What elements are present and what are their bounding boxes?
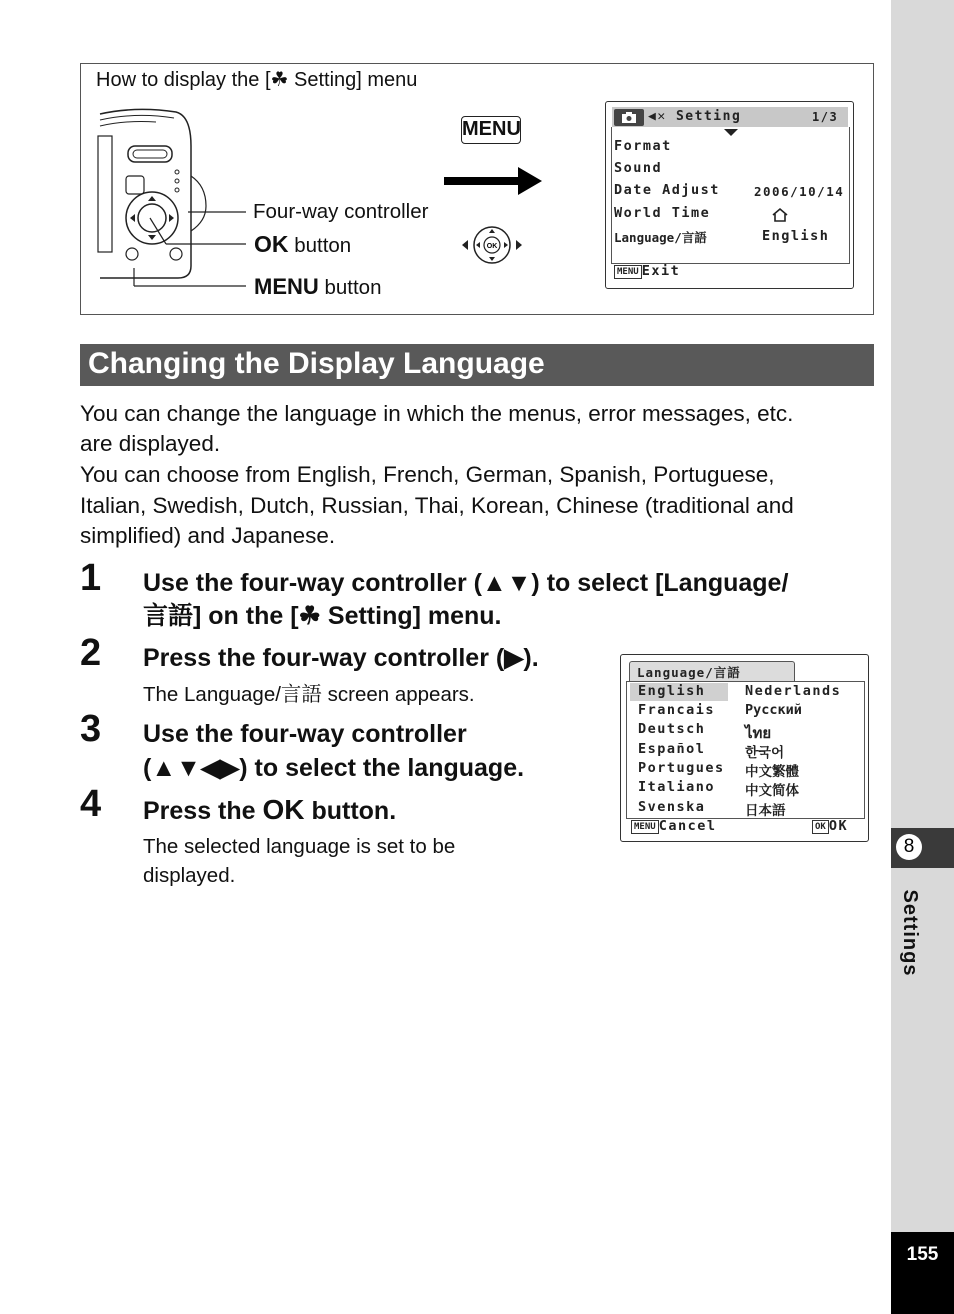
ok-label: OK <box>828 818 849 834</box>
language-value: English <box>762 228 830 244</box>
setting-item: Language/言語 <box>614 230 707 245</box>
section-title: Changing the Display Language <box>80 344 874 386</box>
intro-line: Italian, Swedish, Dutch, Russian, Thai, Korean, Chinese (traditional and <box>80 493 794 518</box>
setting-tab-text: Setting <box>675 109 742 124</box>
chapter-sidebar <box>891 0 954 1314</box>
step-number: 3 <box>80 708 102 750</box>
menu-key-icon: MENU <box>461 116 521 144</box>
step-number: 2 <box>80 632 102 674</box>
intro-line: You can choose from English, French, German, Spanish, Portuguese, <box>80 462 775 487</box>
four-way-controller-icon <box>462 224 524 266</box>
intro-line: You can change the language in which the menus, error messages, etc. <box>80 401 794 426</box>
chapter-name: Settings <box>899 889 921 977</box>
setting-item: Format <box>614 138 672 154</box>
fourway-label: Four-way controller <box>253 200 429 223</box>
intro-line: are displayed. <box>80 431 221 456</box>
language-option[interactable]: 한국어 <box>745 745 785 761</box>
ok-hint <box>812 818 848 834</box>
language-tab-label: Language/言語 <box>637 665 741 680</box>
page-number: 155 <box>891 1232 954 1314</box>
intro-line: simplified) and Japanese. <box>80 523 336 548</box>
right-arrow-icon <box>444 166 544 196</box>
setting-screen <box>605 101 854 289</box>
language-option[interactable]: Portugues <box>638 760 725 776</box>
step-number: 4 <box>80 783 102 825</box>
camera-tab <box>614 109 644 126</box>
ok-label <box>254 231 351 258</box>
language-option[interactable]: Francais <box>638 702 716 718</box>
ok-key-small: OK <box>812 820 829 834</box>
date-value: 2006/10/14 <box>754 184 845 199</box>
language-option[interactable]: 日本語 <box>745 803 786 819</box>
exit-hint <box>614 263 680 279</box>
ok-label-suffix: button <box>294 234 352 257</box>
step-text: Press the four-way controller (▶). <box>143 644 539 672</box>
step-note: The selected language is set to be <box>143 835 456 858</box>
setting-page: 1/3 <box>812 110 839 124</box>
wrench-icon: ◀✕ <box>648 109 676 124</box>
menu-key-small: MENU <box>614 265 642 279</box>
language-option[interactable]: Deutsch <box>638 721 706 737</box>
step-note: displayed. <box>143 864 236 887</box>
language-option[interactable]: Nederlands <box>745 683 842 699</box>
menu-key-text: MENU <box>254 274 319 299</box>
step-text: (▲▼◀▶) to select the language. <box>143 754 525 782</box>
language-option[interactable]: 中文简体 <box>745 783 799 799</box>
step-number: 1 <box>80 557 102 599</box>
language-screen <box>620 654 869 842</box>
setting-item: Date Adjust <box>614 182 720 198</box>
menu-label <box>254 274 381 300</box>
menu-key-small: MENU <box>631 820 659 834</box>
language-option[interactable]: Русский <box>745 702 802 718</box>
step-text: 言語] on the [☘ Setting] menu. <box>143 602 502 630</box>
exit-label: Exit <box>641 263 681 279</box>
step-note: The Language/言語 screen appears. <box>143 683 475 706</box>
setting-item: Sound <box>614 160 663 176</box>
svg-text:OK: OK <box>486 243 498 250</box>
language-option[interactable]: Svenska <box>638 799 706 815</box>
step-text <box>143 793 396 828</box>
setting-item: World Time <box>614 205 711 221</box>
language-option[interactable]: Italiano <box>638 779 716 795</box>
leader-lines <box>130 200 250 292</box>
scroll-down-icon <box>724 129 738 136</box>
step-text: Use the four-way controller (▲▼) to select [Language/ <box>143 569 789 597</box>
language-option[interactable]: English <box>638 683 706 699</box>
language-option[interactable]: Español <box>638 741 706 757</box>
camera-icon <box>614 109 644 126</box>
cancel-hint <box>631 818 716 834</box>
step-text-part: Press the <box>143 797 256 825</box>
step-text: Use the four-way controller <box>143 720 467 748</box>
howto-title: How to display the [☘ Setting] menu <box>96 69 418 91</box>
ok-key-text: OK <box>254 231 289 257</box>
step-text-part: button. <box>311 797 397 825</box>
chapter-number: 8 <box>896 834 922 860</box>
ok-key-text: OK <box>262 794 305 825</box>
setting-tab-label <box>648 109 741 124</box>
menu-label-suffix: button <box>324 276 382 299</box>
language-option[interactable]: ไทย <box>745 724 772 742</box>
language-option[interactable]: 中文繁體 <box>745 764 799 780</box>
home-icon <box>771 207 789 223</box>
cancel-label: Cancel <box>658 818 717 834</box>
